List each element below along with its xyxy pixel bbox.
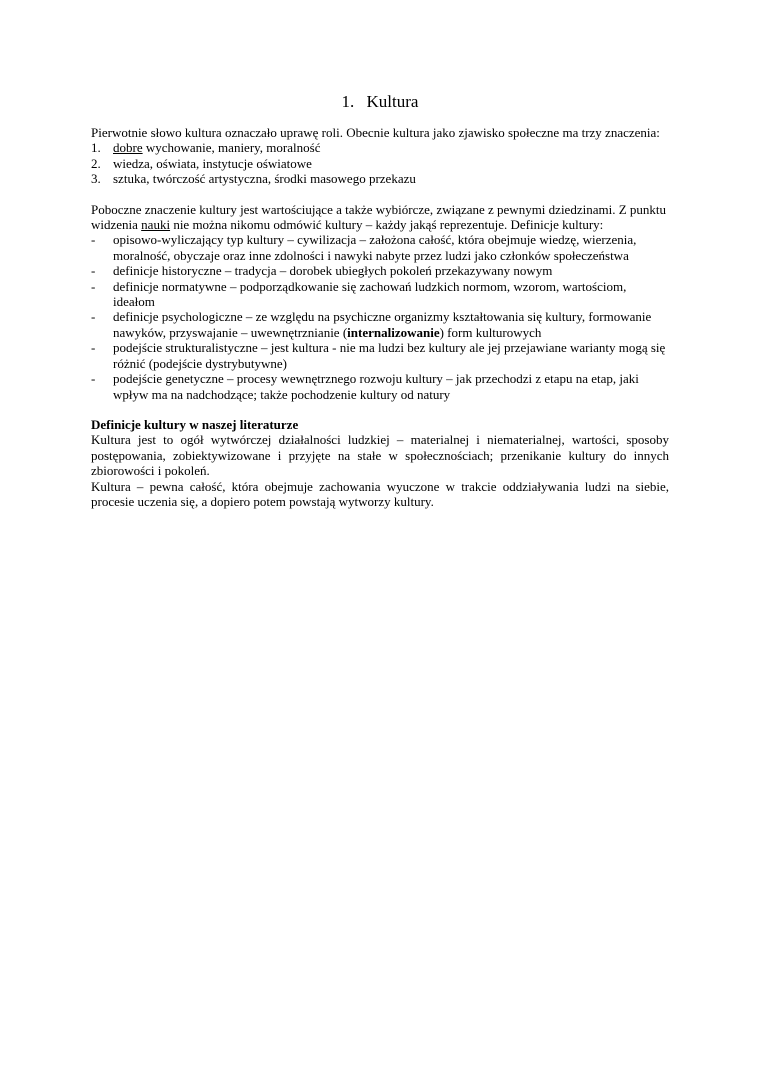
meaning-text: sztuka, twórczość artystyczna, środki masowego przekazu <box>113 171 416 187</box>
dash-bullet: - <box>91 340 96 356</box>
spacer <box>91 187 669 202</box>
underlined-word: dobre <box>113 140 143 156</box>
definition-text: podejście strukturalistyczne – jest kultura - nie ma ludzi bez kultury ale jej przejawiane warianty mogą się różnić (podejście dystrybutywne) <box>113 340 666 371</box>
definition-item <box>91 279 669 310</box>
title-number: 1. <box>341 92 355 111</box>
secondary-meaning-paragraph <box>91 202 669 233</box>
meaning-item <box>91 171 669 186</box>
meanings-list <box>91 140 669 186</box>
bold-term: internalizowanie <box>347 324 440 340</box>
literature-paragraph-1: Kultura jest to ogół wytwórczej działalności ludzkiej – materialnej i niematerialnej, wartości, sposoby postępowania, zobiektywizowane i przyjęte na stałe w społecznościach; przenikanie kultury do innych zbiorowości i pokoleń. <box>91 432 669 479</box>
meaning-item <box>91 156 669 171</box>
meaning-text: wiedza, oświata, instytucje oświatowe <box>113 155 312 171</box>
document-content <box>91 0 669 509</box>
list-number: 2. <box>91 155 101 171</box>
literature-paragraph-2: Kultura – pewna całość, która obejmuje zachowania wyuczone w trakcie oddziaływania ludzi na siebie, procesie uczenia się, a dopiero potem powstają wytworzy kultury. <box>91 478 669 509</box>
dash-bullet: - <box>91 278 96 294</box>
dash-bullet: - <box>91 371 96 387</box>
secondary-text-after: nie można nikomu odmówić kultury – każdy jakąś reprezentuje. Definicje kultury: <box>170 217 604 233</box>
definition-text: definicje normatywne – podporządkowanie się zachowań ludzkich normom, wzorom, wartościom, ideałom <box>113 278 627 310</box>
definition-item <box>91 371 669 402</box>
dash-bullet: - <box>91 309 96 325</box>
definition-text: opisowo-wyliczający typ kultury – cywilizacja – założona całość, która obejmuje wiedzę, wierzenia, moralność, obyczaje oraz inne zdolności i nawyki nabyte przez ludzi jako członków społeczeństwa <box>113 232 637 263</box>
definitions-list <box>91 232 669 401</box>
definition-item <box>91 263 669 278</box>
definition-text-after: ) form kulturowych <box>439 324 542 340</box>
meaning-item <box>91 140 669 155</box>
page-title <box>91 0 669 125</box>
secondary-text-before: Poboczne znaczenie kultury jest wartościujące a także wybiórcze, związane z pewnymi dziedzinami. Z punktu widzenia <box>91 201 667 233</box>
definition-item <box>91 340 669 371</box>
dash-bullet: - <box>91 232 96 248</box>
definition-item <box>91 232 669 263</box>
definition-text: podejście genetyczne – procesy wewnętrznego rozwoju kultury – jak przechodzi z etapu na etap, jaki wpływ ma na nadchodzące; także pochodzenie kultury od natury <box>113 371 639 402</box>
title-text: Kultura <box>366 92 419 111</box>
intro-paragraph: Pierwotnie słowo kultura oznaczało uprawę roli. Obecnie kultura jako zjawisko społeczne ma trzy znaczenia: <box>91 125 660 140</box>
underlined-word: nauki <box>141 217 171 233</box>
list-number: 1. <box>91 140 101 156</box>
definition-text: definicje psychologiczne – ze względu na psychiczne organizmy kształtowania się kultury, formowanie nawyków, przyswajanie – uwewnętrznianie ( <box>113 309 652 340</box>
meaning-text: wychowanie, maniery, moralność <box>142 140 321 156</box>
list-number: 3. <box>91 171 101 187</box>
dash-bullet: - <box>91 263 96 279</box>
definition-item <box>91 309 669 340</box>
section-heading: Definicje kultury w naszej literaturze <box>91 416 299 432</box>
definition-text: definicje historyczne – tradycja – dorobek ubiegłych pokoleń przekazywany nowym <box>113 263 553 279</box>
